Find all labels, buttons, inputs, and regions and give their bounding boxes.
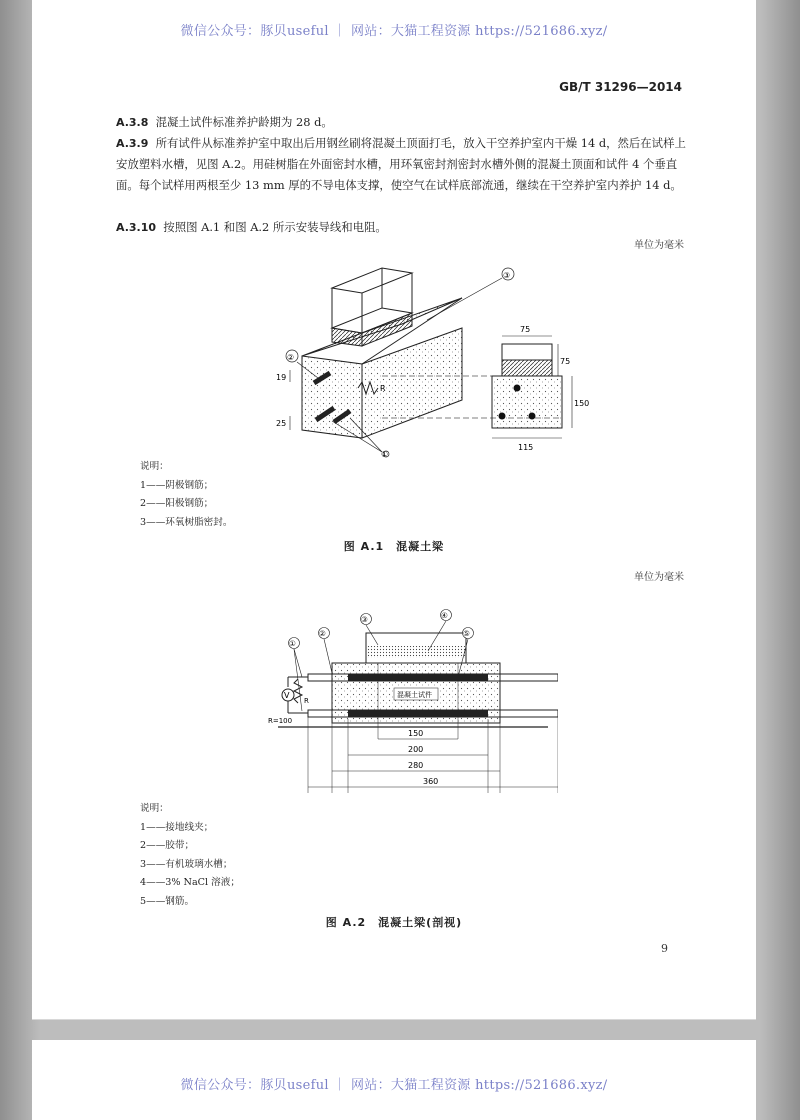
- legend-item: 4——3% NaCl 溶液；: [140, 877, 240, 888]
- paragraph-a38: [116, 112, 690, 133]
- dim-top-width: 75: [520, 325, 531, 334]
- clause-text: 按照图 A.1 和图 A.2 所示安装导线和电阻。: [163, 220, 387, 234]
- callout-2: ②: [319, 629, 326, 638]
- dim-200: 200: [408, 745, 424, 754]
- figure-a2-caption: 图 A.2 混凝土梁(剖视): [325, 916, 463, 929]
- legend-item: 5——钢筋。: [140, 895, 195, 907]
- unit-note-1: 单位为毫米: [634, 240, 684, 251]
- clause-number: A.3.8: [116, 116, 149, 129]
- callout-1: ①: [289, 639, 296, 648]
- watermark-text: 微信公众号：豚贝useful ｜ 网站：大猫工程资源 https://521686.xyz/: [180, 1078, 608, 1093]
- figure-a1-caption: 图 A.1 混凝土梁: [343, 540, 445, 553]
- paragraph-a39: [116, 133, 690, 196]
- voltmeter-label: V: [284, 691, 290, 700]
- dim-25: 25: [276, 419, 287, 428]
- standard-number: GB/T 31296—2014: [559, 80, 682, 94]
- unit-note-2: 单位为毫米: [634, 572, 684, 583]
- legend-item: 2——阳极钢筋；: [140, 498, 214, 509]
- watermark-bar-top: [32, 0, 756, 58]
- resistor-label-r: R: [304, 697, 309, 705]
- figure-a1-legend: [140, 458, 232, 532]
- water-tank: [332, 268, 412, 346]
- callout-1: ①: [381, 450, 389, 458]
- legend-item: 1——阴极钢筋；: [140, 479, 214, 491]
- watermark-text: 微信公众号：豚贝useful ｜ 网站：大猫工程资源 https://521686.xyz/: [180, 24, 608, 39]
- callout-5: ⑤: [463, 629, 470, 638]
- dim-width: 115: [518, 443, 534, 452]
- legend-item: 1——接地线夹；: [140, 821, 214, 833]
- clause-text: 混凝土试件标准养护龄期为 28 d。: [155, 115, 333, 129]
- clause-text: 所有试件从标准养护室中取出后用钢丝刷将混凝土顶面打毛，放入干空养护室内干燥 14 d，然后在试样上安放塑料水槽，见图 A.2。用硅树脂在外面密封水槽，用环氧密封剂密封水槽外侧的混凝土顶面和试件 4 个垂直面。每个试样用两根至少 13 mm 厚的不导电体支撑，使空气在试样底部流通，继续在干空养护室内养护 14 d。: [116, 136, 686, 192]
- figure-a2-legend: [140, 800, 240, 911]
- legend-item: 2——胶带；: [140, 840, 195, 851]
- dim-150: 150: [408, 729, 424, 738]
- specimen-label: 混凝土试件: [397, 691, 432, 699]
- clause-number: A.3.10: [116, 221, 157, 234]
- watermark-bar-bottom: [32, 1040, 756, 1120]
- page-number: 9: [661, 942, 668, 955]
- dim-height: 150: [574, 399, 590, 408]
- resistor-label: R: [380, 384, 386, 393]
- legend-item: 3——有机玻璃水槽；: [140, 858, 233, 870]
- concrete-prism: [302, 298, 462, 438]
- dim-360: 360: [423, 777, 439, 786]
- figure-a2-drawing: [268, 603, 558, 798]
- dim-top-height: 75: [560, 357, 571, 366]
- document-page: [32, 58, 756, 1020]
- callout-4: ④: [441, 611, 448, 620]
- legend-item: 3——环氧树脂密封。: [140, 516, 233, 528]
- callout-3: ③: [503, 271, 511, 280]
- dim-19: 19: [276, 373, 287, 382]
- legend-title: 说明：: [140, 803, 169, 814]
- callout-3: ③: [361, 615, 368, 624]
- dim-280: 280: [408, 761, 424, 770]
- paragraph-a310: [116, 217, 690, 238]
- clause-number: A.3.9: [116, 137, 149, 150]
- callout-2: ②: [287, 353, 295, 362]
- legend-title: 说明：: [140, 461, 169, 472]
- resistor-value: R=100: [268, 717, 293, 725]
- side-view: [492, 344, 562, 428]
- figure-a1-drawing: [262, 258, 592, 458]
